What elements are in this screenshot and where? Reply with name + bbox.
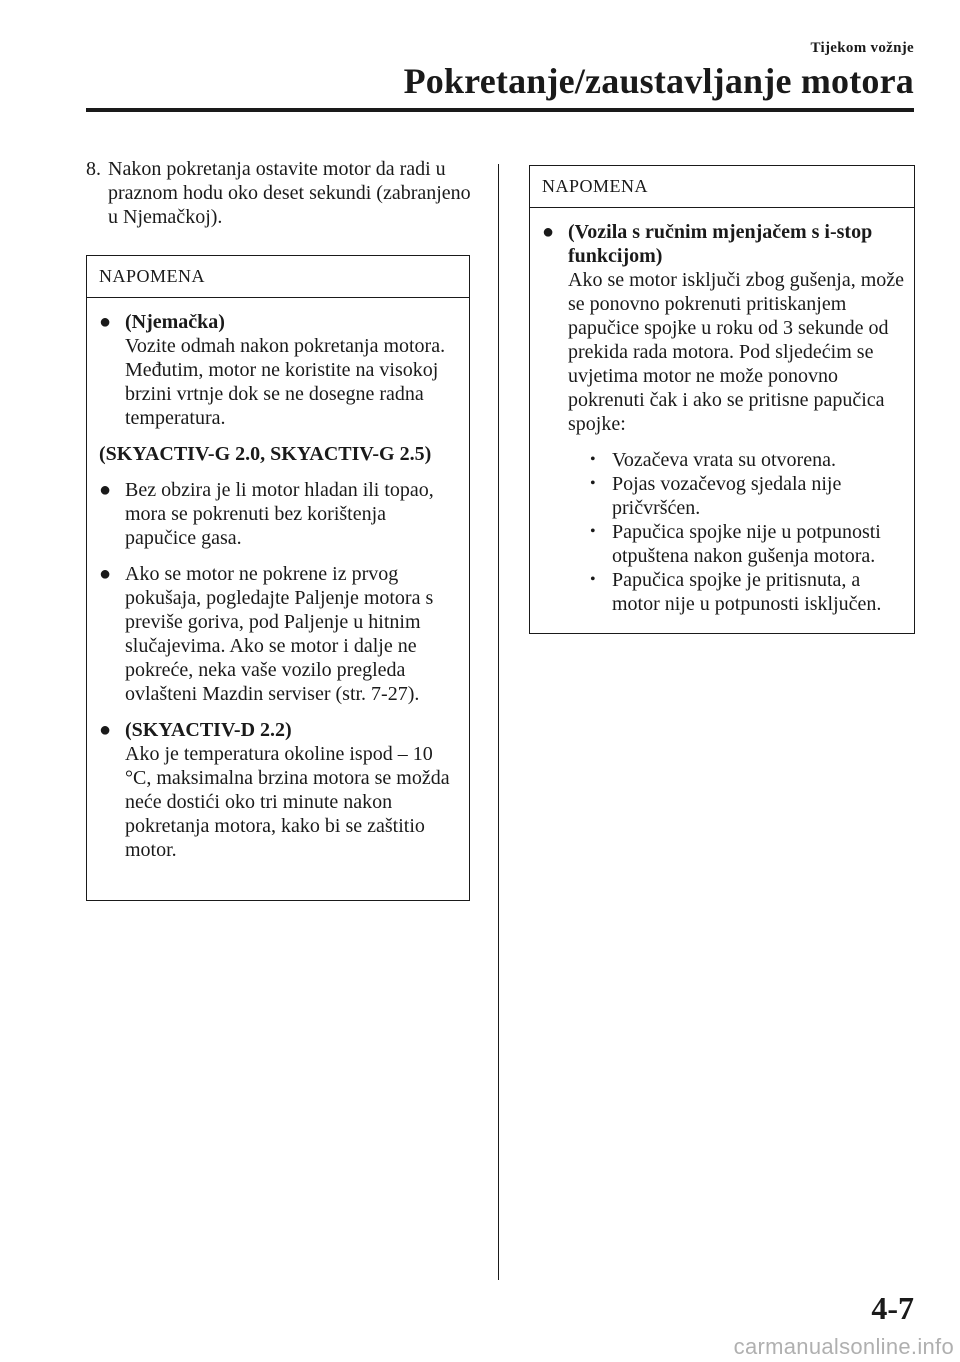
bullet-icon: ● (99, 563, 112, 585)
bullet-icon: ● (99, 311, 112, 333)
bullet-icon: ● (542, 221, 555, 243)
note-item-cold-start (99, 478, 461, 550)
list-item: • Papučica spojke nije u potpunosti otpuštena nakon gušenja motora. (590, 521, 881, 567)
bullet-icon: • (590, 571, 596, 588)
step-8 (86, 157, 471, 229)
note-heading: NAPOMENA (530, 166, 914, 208)
note-body (530, 208, 914, 628)
note-item-failed-start (99, 562, 461, 706)
note-subheading: (SKYACTIV-G 2.0, SKYACTIV-G 2.5) (99, 443, 432, 465)
step-number: 8. (86, 158, 101, 180)
note-box-right (529, 165, 915, 634)
note-item-germany (99, 310, 461, 430)
note-item-text: Ako se motor ne pokrene iz prvog pokušaja, pogledajte Paljenje motora s previše goriva, pod Paljenje u hitnim slučajevima. Ako se motor i dalje ne pokreće, neka vaše vozilo pregleda ovlašteni Mazdin serviser (str. 7-27). (125, 563, 434, 705)
note-box-left (86, 255, 470, 901)
note-item-title: (Vozila s ručnim mjenjačem s i-stop funkcijom) (568, 221, 873, 267)
bullet-icon: ● (99, 719, 112, 741)
page-title: Pokretanje/zaustavljanje motora (403, 61, 914, 101)
section-label: Tijekom vožnje (810, 40, 914, 56)
column-divider (498, 164, 499, 1280)
list-item: • Pojas vozačevog sjedala nije pričvršćen. (590, 473, 842, 519)
step-text: Nakon pokretanja ostavite motor da radi u praznom hodu oko deset sekundi (zabranjeno u Njemačkoj). (108, 158, 471, 228)
condition-list (568, 448, 906, 616)
note-item-text: Vozite odmah nakon pokretanja motora. Međutim, motor ne koristite na visokoj brzini vrtnje dok se ne dosegne radna temperatura. (125, 335, 446, 429)
bullet-icon: • (590, 523, 596, 540)
bullet-icon: • (590, 451, 596, 468)
watermark: carmanualsonline.info (733, 1334, 954, 1359)
bullet-icon: • (590, 475, 596, 492)
note-item-title: (Njemačka) (125, 311, 225, 333)
note-item-text: Ako je temperatura okoline ispod – 10 °C, maksimalna brzina motora se možda neće dostići oko tri minute nakon pokretanja motora, kako bi se zaštitio motor. (125, 743, 450, 861)
note-item-istop (542, 220, 906, 616)
header-rule (86, 108, 914, 112)
list-item: • Vozačeva vrata su otvorena. (590, 449, 836, 471)
page-number: 4-7 (871, 1290, 914, 1326)
note-heading: NAPOMENA (87, 256, 469, 298)
note-item-diesel (99, 718, 461, 862)
note-item-text: Bez obzira je li motor hladan ili topao, mora se pokrenuti bez korištenja papučice gasa. (125, 479, 434, 549)
list-item: • Papučica spojke je pritisnuta, a motor nije u potpunosti isključen. (590, 569, 882, 615)
bullet-icon: ● (99, 479, 112, 501)
note-item-title: (SKYACTIV-D 2.2) (125, 719, 292, 741)
note-item-text: Ako se motor isključi zbog gušenja, može se ponovno pokrenuti pritiskanjem papučice spojke u roku od 3 sekunde od prekida rada motora. Pod sljedećim se uvjetima motor ne može ponovno pokrenuti čak i ako se pritisne papučica spojke: (568, 269, 905, 435)
note-body (87, 298, 469, 874)
